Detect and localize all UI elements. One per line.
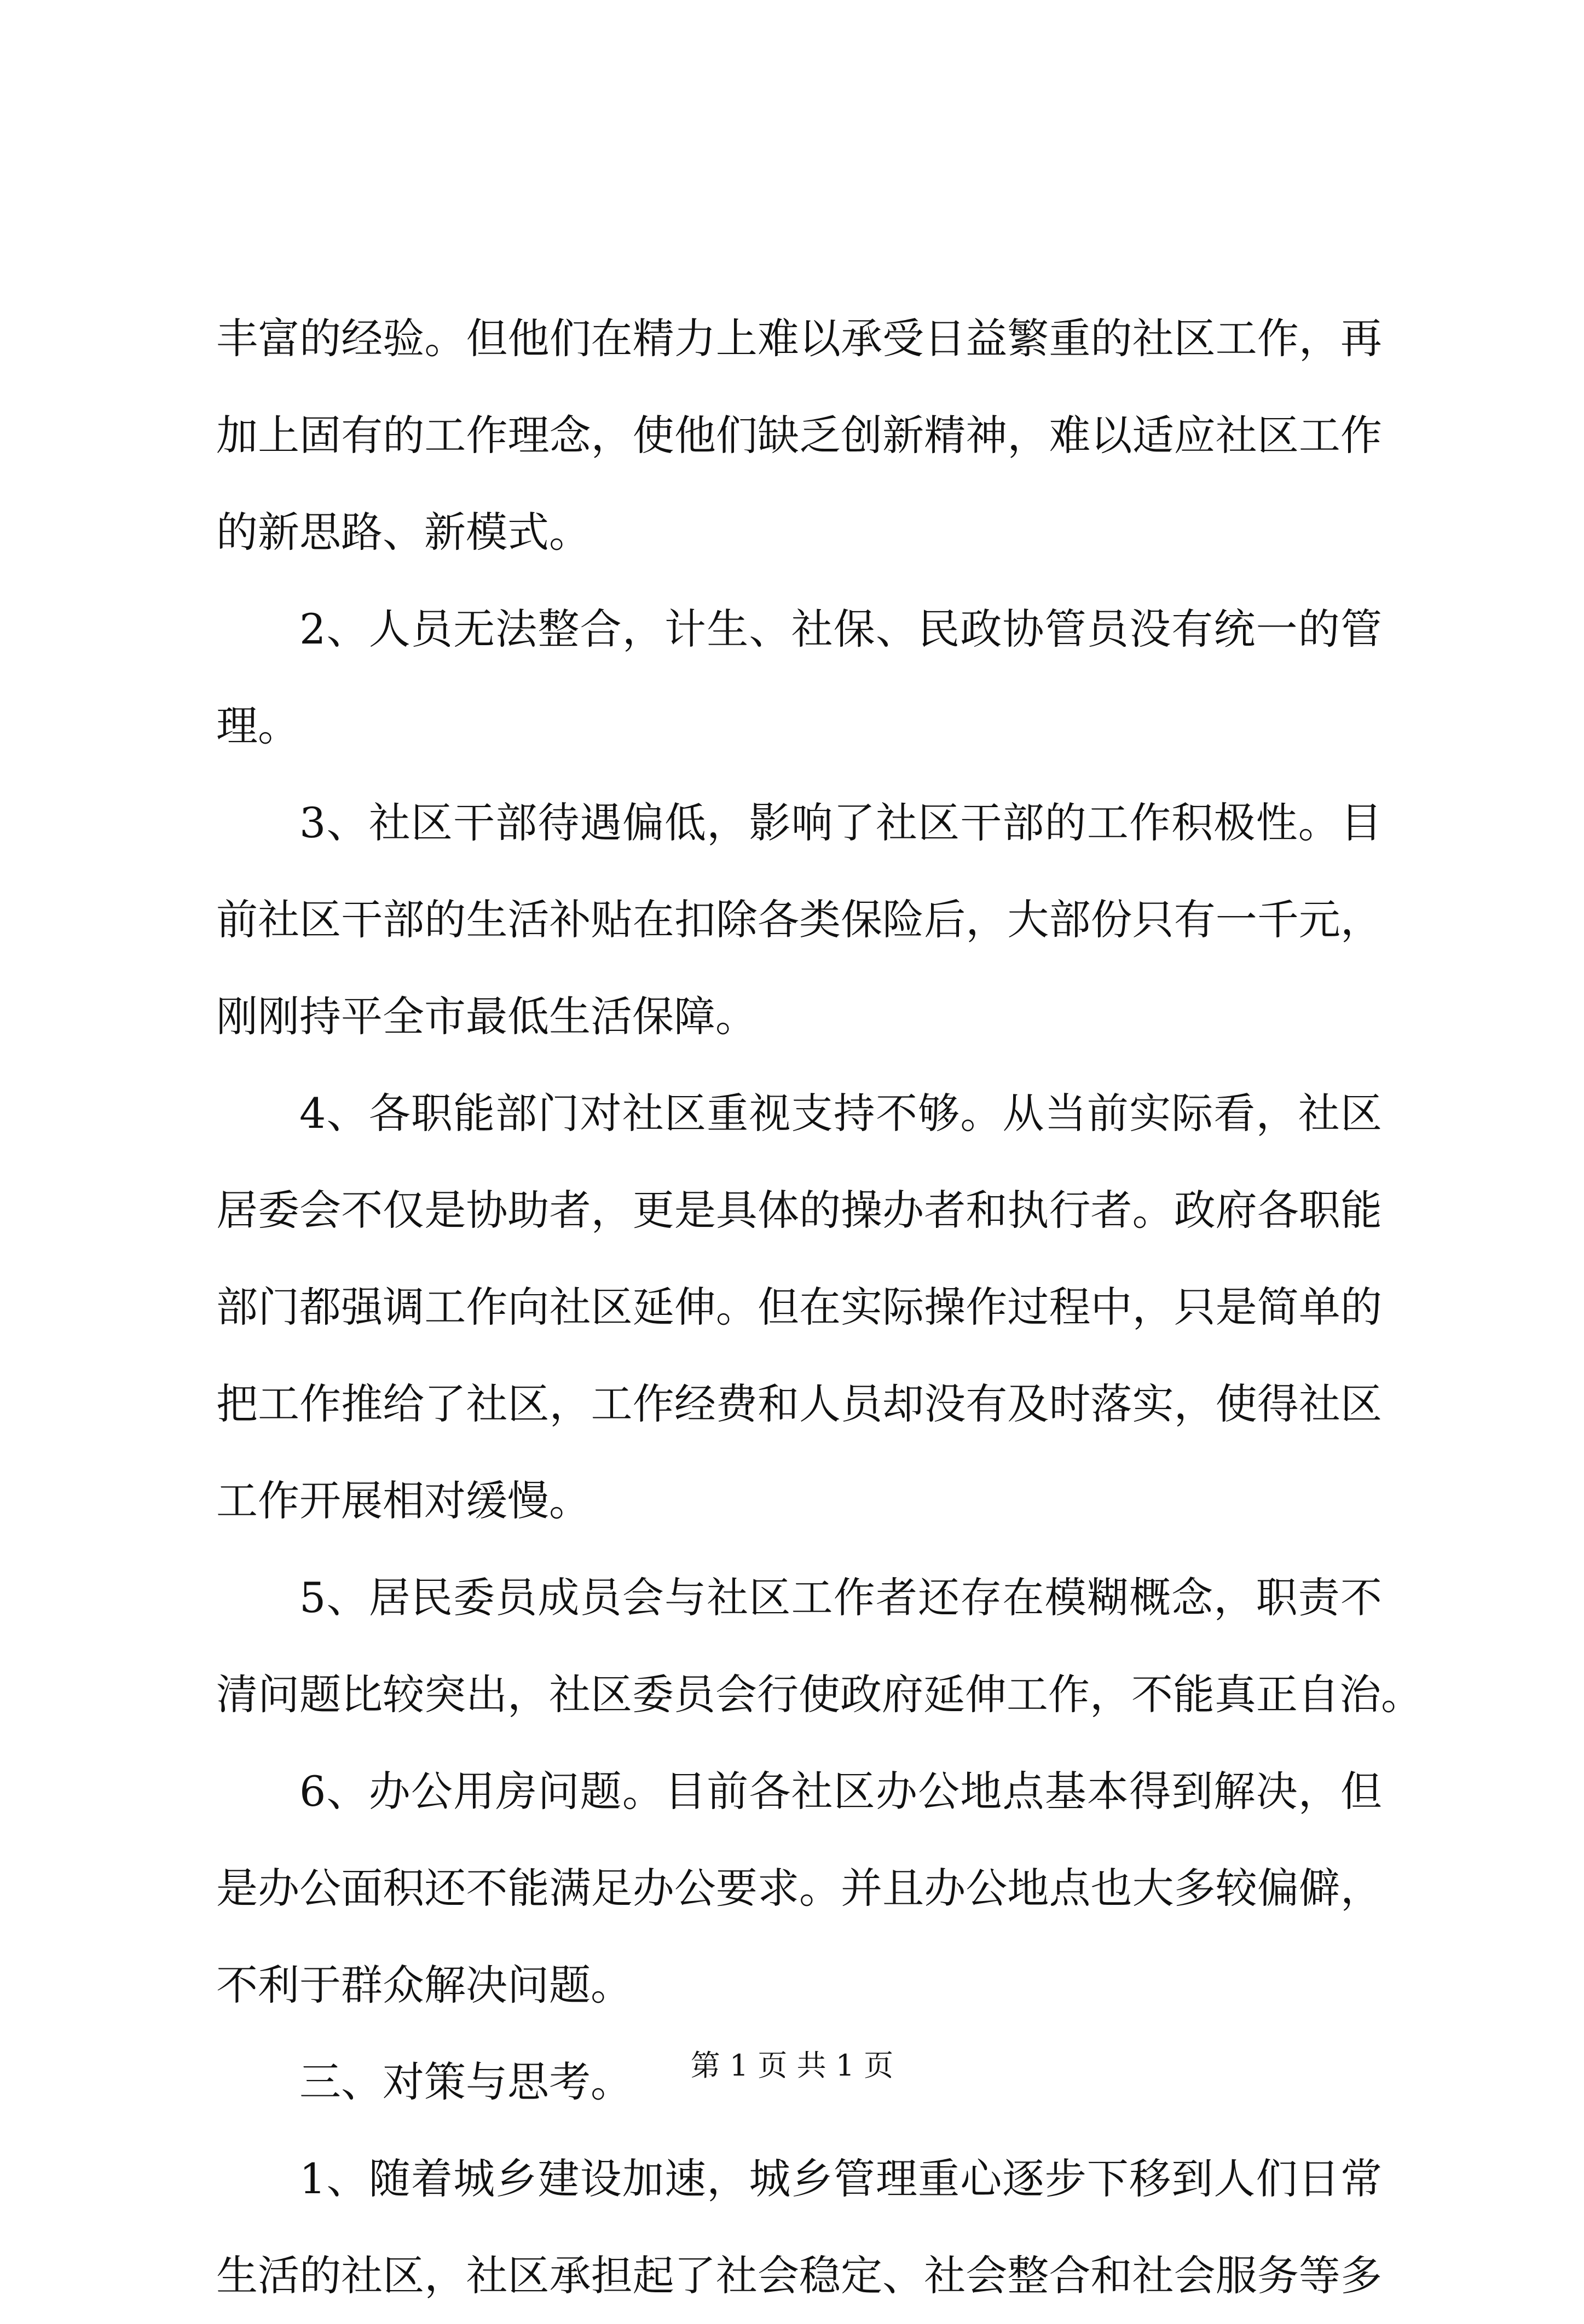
text-line: 工作开展相对缓慢。 — [216, 1476, 591, 1525]
document-body — [216, 290, 1423, 2324]
text-line: 清问题比较突出，社区委员会行使政府延伸工作，不能真正自治。 — [216, 1670, 1423, 1719]
text-line: 生活的社区，社区承担起了社会稳定、社会整合和社会服务等多 — [216, 2251, 1382, 2300]
text-line: 是办公面积还不能满足办公要求。并且办公地点也大多较偏僻， — [216, 1864, 1382, 1912]
text-line: 的新思路、新模式。 — [216, 508, 591, 557]
text-line: 4、各职能部门对社区重视支持不够。从当前实际看，社区 — [299, 1089, 1382, 1138]
text-line: 刚刚持平全市最低生活保障。 — [216, 992, 757, 1041]
text-line: 丰富的经验。但他们在精力上难以承受日益繁重的社区工作，再 — [216, 314, 1382, 363]
text-line: 5、居民委员成员会与社区工作者还存在模糊概念，职责不 — [299, 1573, 1382, 1622]
text-line: 前社区干部的生活补贴在扣除各类保险后，大部份只有一千元， — [216, 895, 1382, 944]
text-line: 把工作推给了社区，工作经费和人员却没有及时落实，使得社区 — [216, 1380, 1382, 1428]
text-line: 6、办公用房问题。目前各社区办公地点基本得到解决，但 — [299, 1767, 1382, 1816]
text-line: 部门都强调工作向社区延伸。但在实际操作过程中，只是简单的 — [216, 1283, 1382, 1331]
text-line: 2、人员无法整合，计生、社保、民政协管员没有统一的管 — [299, 605, 1382, 653]
page-footer: 第 1 页 共 1 页 — [690, 2048, 894, 2083]
text-line: 不利于群众解决问题。 — [216, 1961, 632, 2009]
section-heading: 三、对策与思考。 — [299, 2058, 632, 2106]
text-line: 加上固有的工作理念，使他们缺乏创新精神，难以适应社区工作 — [216, 411, 1382, 460]
text-line: 理。 — [216, 702, 299, 750]
text-line: 1、随着城乡建设加速，城乡管理重心逐步下移到人们日常 — [299, 2154, 1382, 2203]
text-line: 居委会不仅是协助者，更是具体的操办者和执行者。政府各职能 — [216, 1186, 1382, 1235]
text-line: 3、社区干部待遇偏低，影响了社区干部的工作积极性。目 — [299, 798, 1382, 847]
